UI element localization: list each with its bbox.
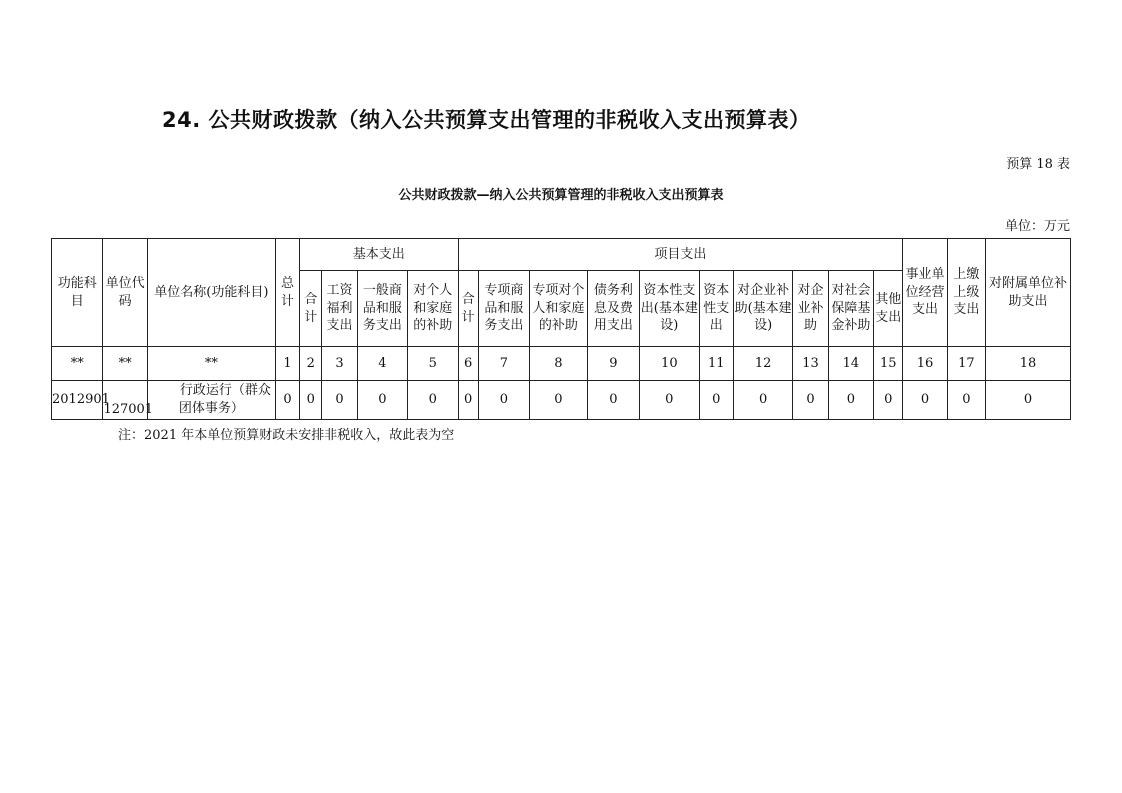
value-cell: 0 (874, 381, 903, 420)
footnote: 注：2021 年本单位预算财政未安排非税收入，故此表为空 (118, 428, 455, 443)
header-enterprise-construction: 对企业补助(基本建设) (733, 271, 793, 347)
value-cell: 0 (408, 381, 458, 420)
unit-label: 单位：万元 (1004, 219, 1070, 234)
value-cell: 0 (947, 381, 985, 420)
value-cell: 0 (733, 381, 793, 420)
table-number: 预算 18 表 (1006, 157, 1070, 172)
index-cell: 7 (478, 347, 529, 381)
index-cell: 3 (322, 347, 357, 381)
header-business-expense: 事业单位经营支出 (903, 239, 947, 347)
value-cell: 0 (986, 381, 1071, 420)
table-title: 公共财政拨款—纳入公共预算管理的非税收入支出预算表 (398, 188, 724, 203)
value-cell: 0 (828, 381, 873, 420)
unit-code-cell: 127001 (103, 381, 147, 420)
header-project-expense: 项目支出 (458, 239, 903, 271)
index-cell: 17 (947, 347, 985, 381)
index-cell: 16 (903, 347, 947, 381)
index-row (52, 347, 1071, 381)
header-enterprise: 对企业补助 (793, 271, 828, 347)
index-cell: 13 (793, 347, 828, 381)
page-title: 24. 公共财政拨款（纳入公共预算支出管理的非税收入支出预算表） (162, 108, 811, 132)
header-affiliated-subsidy: 对附属单位补助支出 (986, 239, 1071, 347)
value-cell: 0 (458, 381, 478, 420)
header-unit-code: 单位代码 (103, 239, 147, 347)
value-cell: 0 (530, 381, 588, 420)
budget-table (51, 238, 1071, 420)
header-capital-construction: 资本性支出(基本建设) (640, 271, 700, 347)
header-basic-expense: 基本支出 (300, 239, 458, 271)
index-cell: 2 (300, 347, 322, 381)
index-cell: 1 (275, 347, 299, 381)
index-cell: 5 (408, 347, 458, 381)
index-cell: 10 (640, 347, 700, 381)
header-func-code: 功能科目 (52, 239, 103, 347)
header-remit-upper: 上缴上级支出 (947, 239, 985, 347)
value-cell: 0 (275, 381, 299, 420)
index-cell: 15 (874, 347, 903, 381)
header-goods-services: 一般商品和服务支出 (357, 271, 407, 347)
header-personal-subsidy: 对个人和家庭的补助 (408, 271, 458, 347)
index-cell: 18 (986, 347, 1071, 381)
func-code-cell: 2012901 (52, 381, 103, 420)
unit-name-line2: 团体事务） (178, 401, 244, 416)
index-cell: 12 (733, 347, 793, 381)
header-social-security: 对社会保障基金补助 (828, 271, 873, 347)
value-cell: 0 (322, 381, 357, 420)
value-cell: 0 (357, 381, 407, 420)
header-capital: 资本性支出 (699, 271, 733, 347)
header-basic-subtotal: 合计 (300, 271, 322, 347)
header-debt-interest: 债务利息及费用支出 (587, 271, 639, 347)
header-unit-name: 单位名称(功能科目) (147, 239, 275, 347)
header-total: 总计 (275, 239, 299, 347)
header-project-subtotal: 合计 (458, 271, 478, 347)
value-cell: 0 (478, 381, 529, 420)
header-other: 其他支出 (874, 271, 903, 347)
index-cell: 9 (587, 347, 639, 381)
index-cell: 11 (699, 347, 733, 381)
header-special-goods: 专项商品和服务支出 (478, 271, 529, 347)
index-cell: 4 (357, 347, 407, 381)
value-cell: 0 (640, 381, 700, 420)
index-cell: 6 (458, 347, 478, 381)
index-cell: 8 (530, 347, 588, 381)
value-cell: 0 (587, 381, 639, 420)
value-cell: 0 (903, 381, 947, 420)
unit-name-line1: 行政运行（群众 (179, 383, 271, 399)
index-cell: ** (52, 347, 103, 381)
index-cell: ** (103, 347, 147, 381)
unit-name-cell (147, 381, 275, 420)
value-cell: 0 (699, 381, 733, 420)
table-row (52, 381, 1071, 420)
value-cell: 0 (793, 381, 828, 420)
index-cell: 14 (828, 347, 873, 381)
value-cell: 0 (300, 381, 322, 420)
header-special-personal: 专项对个人和家庭的补助 (530, 271, 588, 347)
index-cell: ** (147, 347, 275, 381)
header-wages: 工资福利支出 (322, 271, 357, 347)
